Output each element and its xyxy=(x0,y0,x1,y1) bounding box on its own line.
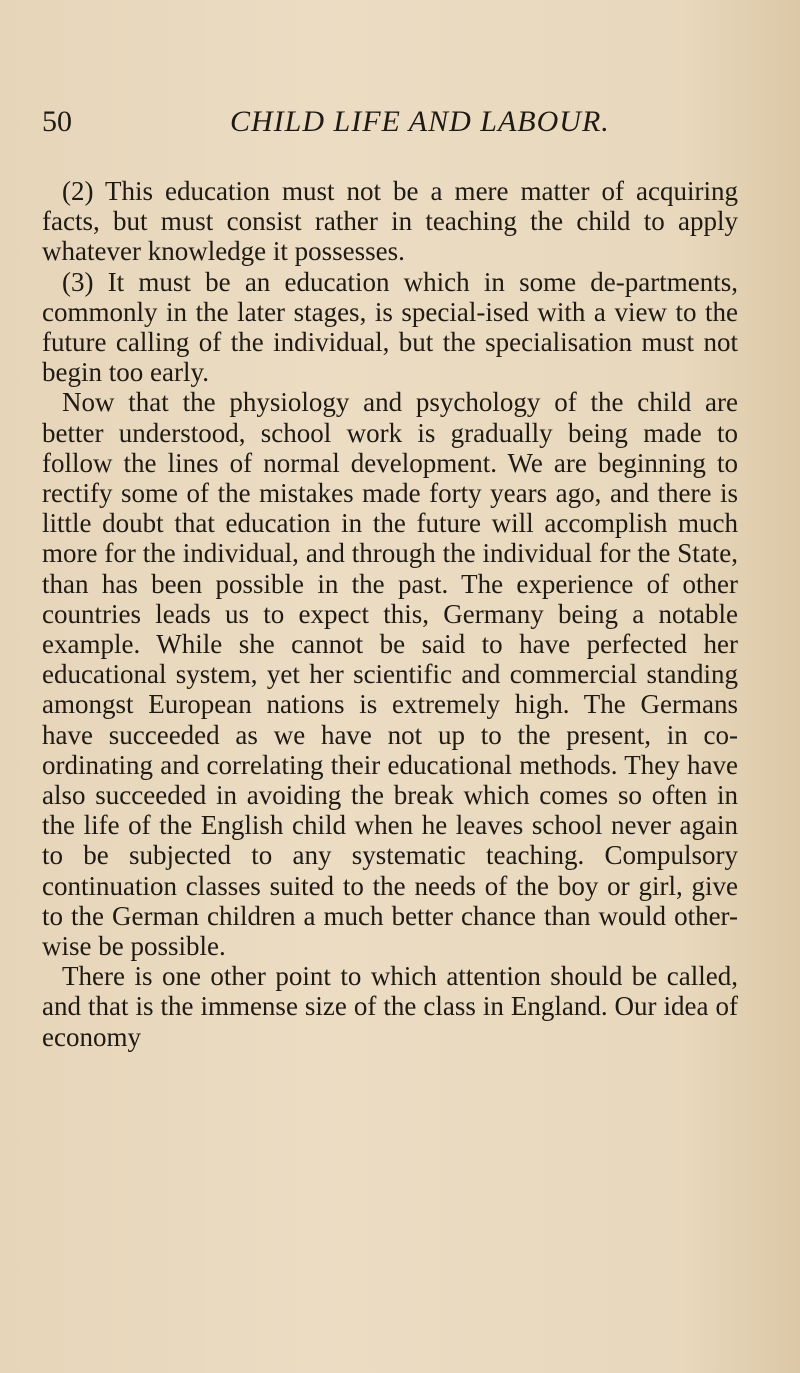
page-header xyxy=(42,100,742,144)
running-head: CHILD LIFE AND LABOUR. xyxy=(230,105,610,138)
paragraph-item-3: (3) It must be an education which in some de-partments, commonly in the later stages, is special-ised with a view to the future calling of the individual, but the specialisation must not begin too early. xyxy=(42,266,738,388)
paragraph-class-size: There is one other point to which attention should be called, and that is the immense size of the class in England. Our idea of economy xyxy=(42,961,738,1052)
paragraph-item-2: (2) This education must not be a mere matter of acquiring facts, but must consist rather in teaching the child to apply whatever knowledge it possesses. xyxy=(42,176,738,267)
body-text xyxy=(42,176,738,1052)
paragraph-physiology: Now that the physiology and psychology of the child are better understood, school work is gradually being made to follow the lines of normal development. We are beginning to rectify some of the mistakes made forty years ago, and there is little doubt that education in the future will accomplish much more for the individual, and through the individual for the State, than has been possible in the past. The experience of other countries leads us to expect this, Germany being a notable example. While she cannot be said to have perfected her educational system, yet her scientific and commercial standing amongst European nations is extremely high. The Germans have succeeded as we have not up to the present, in co-ordinating and correlating their educational methods. They have also succeeded in avoiding the break which comes so often in the life of the English child when he leaves school never again to be subjected to any systematic teaching. Compulsory continuation classes suited to the needs of the boy or girl, give to the German children a much better chance than would other-wise be possible. xyxy=(42,387,738,962)
page-number: 50 xyxy=(42,105,72,138)
